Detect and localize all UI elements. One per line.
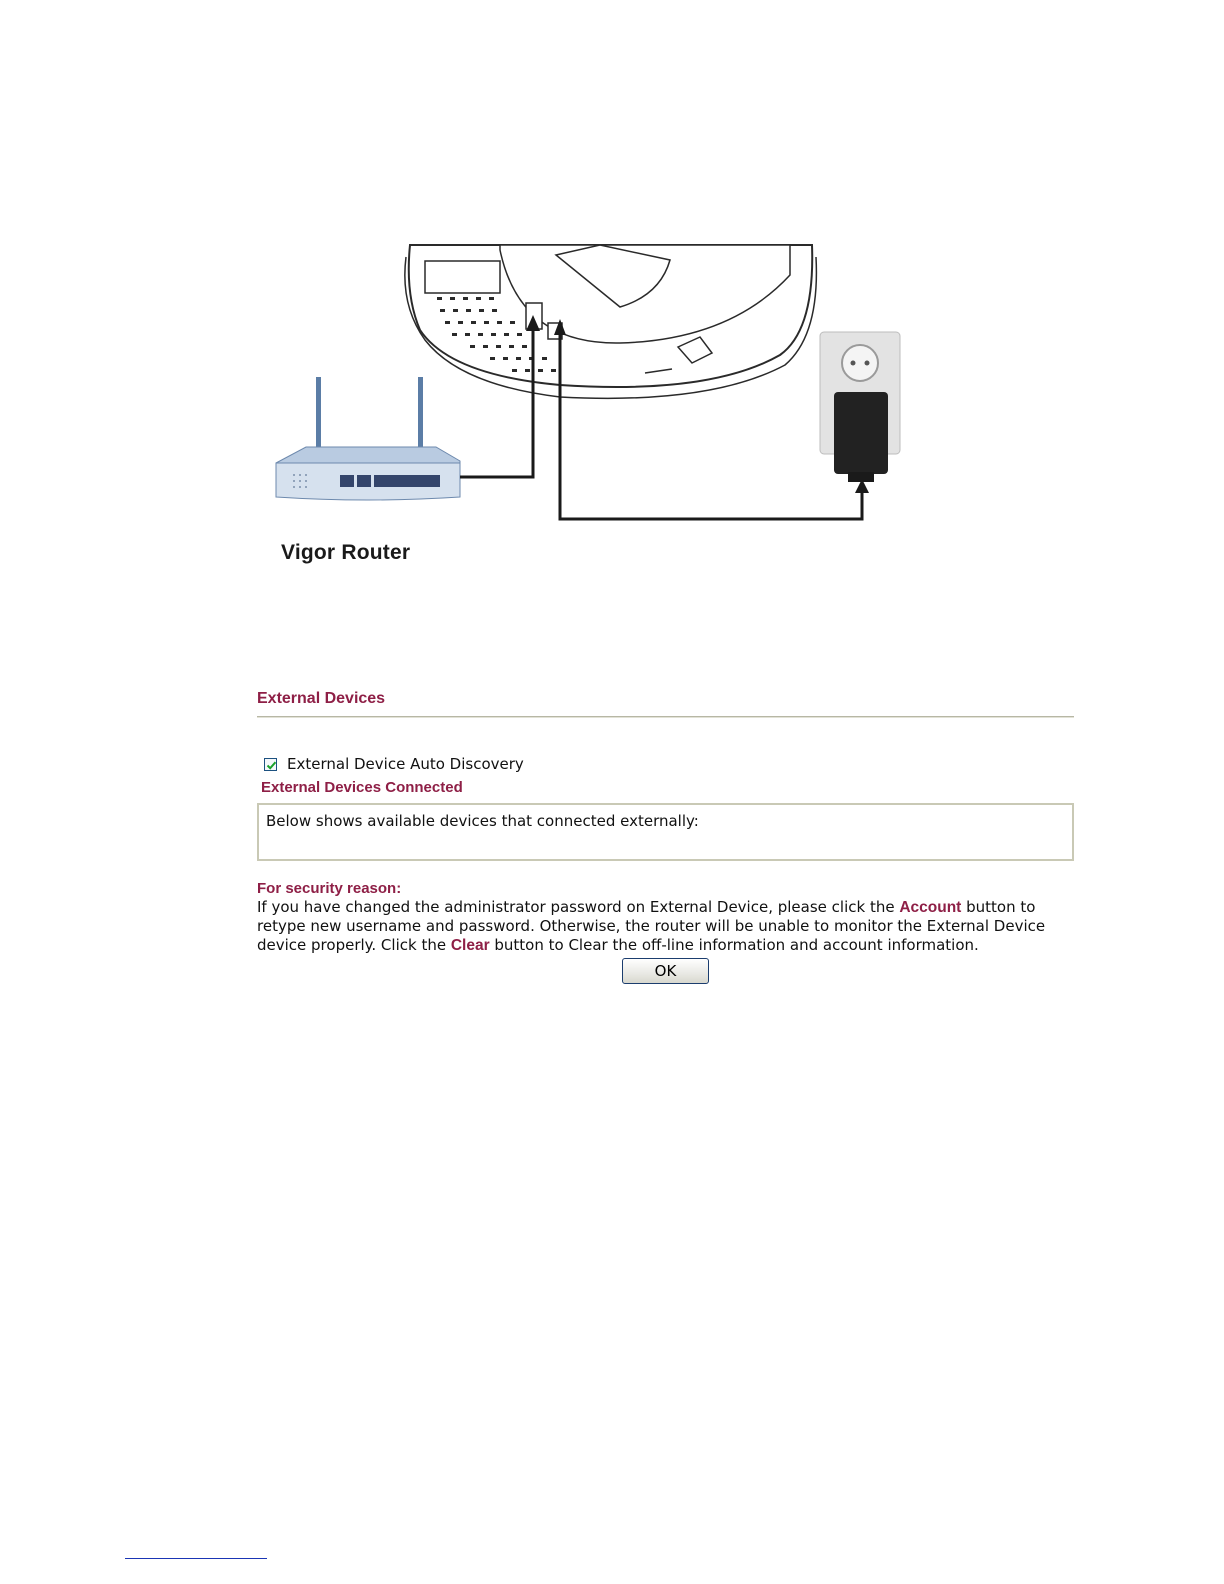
account-keyword: Account bbox=[899, 899, 962, 916]
section-title: External Devices bbox=[257, 690, 386, 707]
access-point-icon bbox=[405, 245, 817, 398]
footnote-divider bbox=[125, 1558, 267, 1559]
power-adapter-icon bbox=[820, 332, 900, 482]
vigor-router-icon bbox=[276, 377, 460, 500]
security-text bbox=[257, 898, 1074, 955]
ok-button[interactable]: OK bbox=[622, 958, 709, 984]
security-text-part-3: button to Clear the off-line information and account information. bbox=[489, 936, 979, 954]
auto-discovery-checkbox[interactable] bbox=[264, 758, 277, 771]
router-label: Vigor Router bbox=[281, 541, 411, 564]
clear-keyword: Clear bbox=[450, 937, 490, 954]
installation-diagram bbox=[260, 235, 960, 580]
security-title: For security reason: bbox=[257, 880, 402, 897]
security-text-part-2: button to retype new username and password. Otherwise, the router will be unable to monitor the External Device device properly. Click the bbox=[257, 898, 1046, 954]
external-devices-panel bbox=[257, 688, 1074, 980]
connected-devices-title: External Devices Connected bbox=[261, 779, 463, 796]
auto-discovery-row bbox=[264, 754, 524, 774]
checkmark-icon bbox=[265, 759, 278, 772]
security-text-part-1: If you have changed the administrator password on External Device, please click the bbox=[257, 898, 900, 916]
auto-discovery-label: External Device Auto Discovery bbox=[287, 755, 524, 773]
connected-devices-text: Below shows available devices that connected externally: bbox=[266, 812, 699, 830]
connected-devices-box bbox=[257, 803, 1074, 861]
title-divider bbox=[257, 716, 1074, 718]
